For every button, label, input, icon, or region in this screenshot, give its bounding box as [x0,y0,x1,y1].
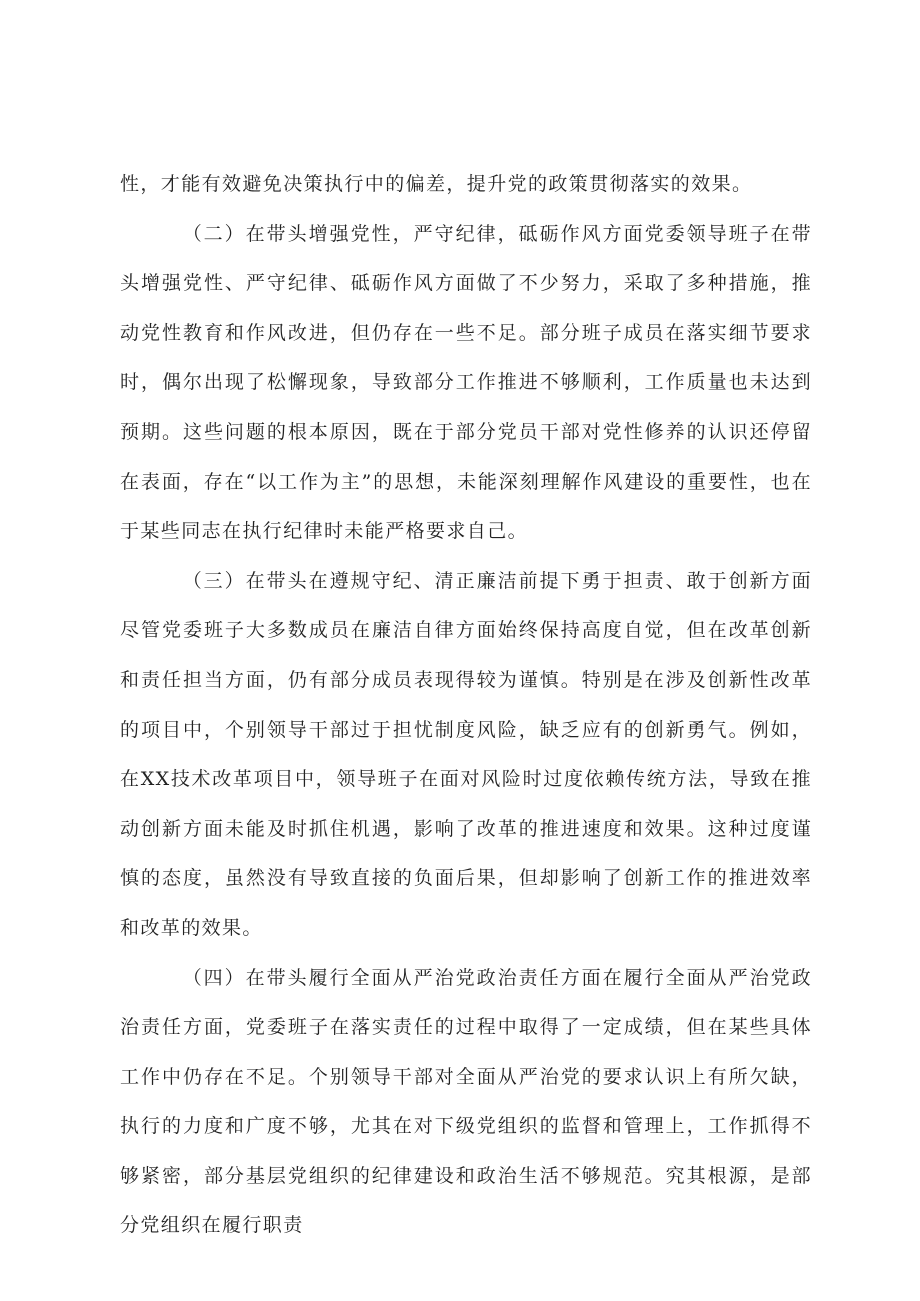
paragraph-section-3: （三）在带头在遵规守纪、清正廉洁前提下勇于担责、敢于创新方面尽管党委班子大多数成员在廉洁自律方面始终保持高度自觉，但在改革创新和责任担当方面，仍有部分成员表现得较为谨慎。特别是在涉及创新性改革的项目中，个别领导干部过于担忧制度风险，缺乏应有的创新勇气。例如，在XX技术改革项目中，领导班子在面对风险时过度依赖传统方法，导致在推动创新方面未能及时抓住机遇，影响了改革的推进速度和效果。这种过度谨慎的态度，虽然没有导致直接的负面后果，但却影响了创新工作的推进效率和改革的效果。 [120,569,812,939]
document-body [120,160,812,1251]
paragraph-continuation: 性，才能有效避免决策执行中的偏差，提升党的政策贯彻落实的效果。 [120,173,753,195]
paragraph-section-2: （二）在带头增强党性，严守纪律，砥砺作风方面党委领导班子在带头增强党性、严守纪律、砥砺作风方面做了不少努力，采取了多种措施，推动党性教育和作风改进，但仍存在一些不足。部分班子成员在落实细节要求时，偶尔出现了松懈现象，导致部分工作推进不够顺利，工作质量也未达到预期。这些问题的根本原因，既在于部分党员干部对党性修养的认识还停留在表面，存在“以工作为主”的思想，未能深刻理解作风建设的重要性，也在于某些同志在执行纪律时未能严格要求自己。 [120,222,812,543]
paragraph-section-4: （四）在带头履行全面从严治党政治责任方面在履行全面从严治党政治责任方面，党委班子在落实责任的过程中取得了一定成绩，但在某些具体工作中仍存在不足。个别领导干部对全面从严治党的要求认识上有所欠缺，执行的力度和广度不够，尤其在对下级党组织的监督和管理上，工作抓得不够紧密，部分基层党组织的纪律建设和政治生活不够规范。究其根源，是部分党组织在履行职责 [120,966,812,1237]
